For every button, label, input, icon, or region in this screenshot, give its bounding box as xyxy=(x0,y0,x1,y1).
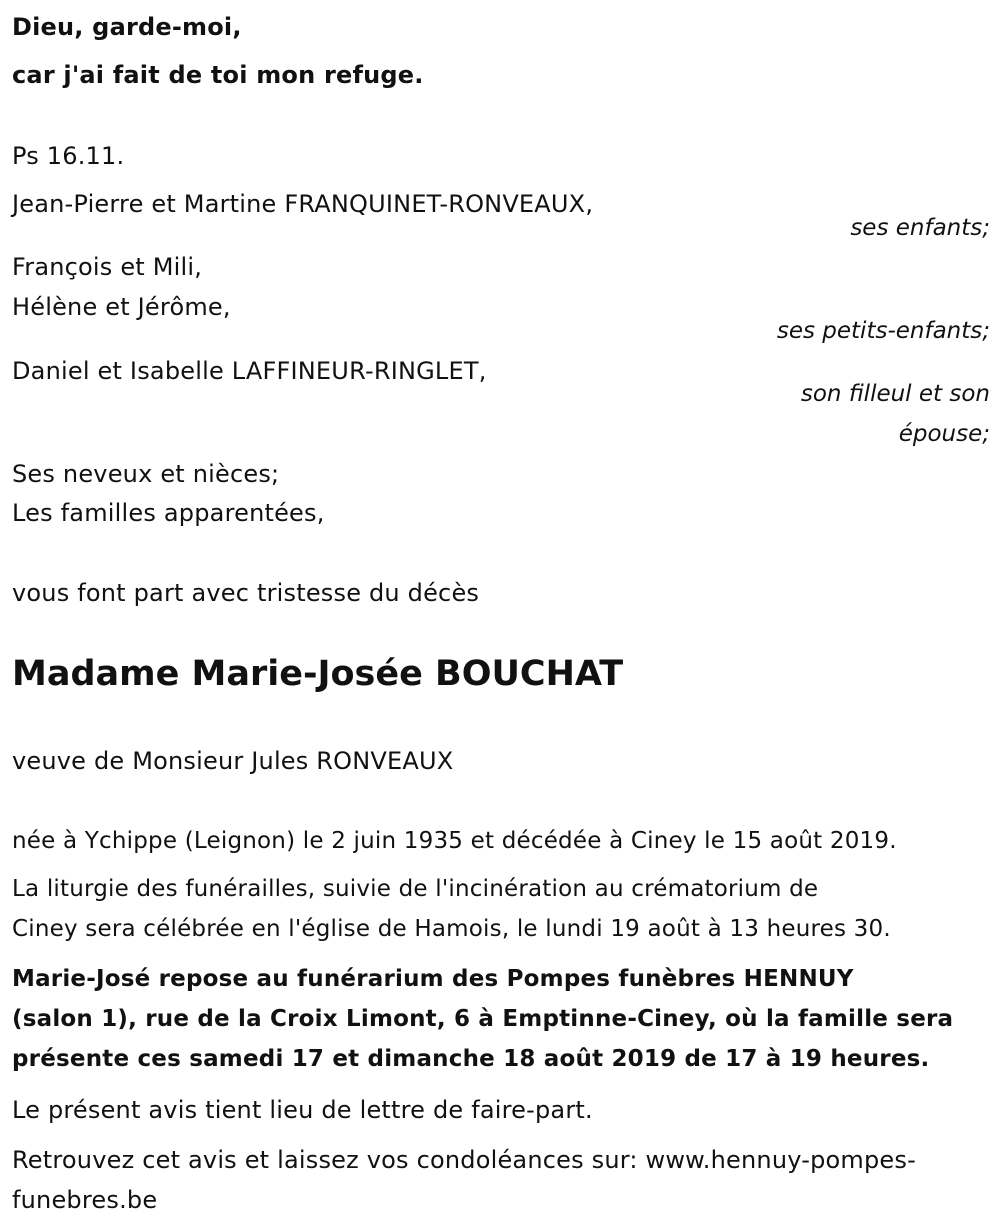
liturgy-line-1: La liturgie des funérailles, suivie de l'incinération au crématorium de xyxy=(12,876,819,902)
godson-role-line-1: son filleul et son xyxy=(800,381,990,407)
announcement-intro: vous font part avec tristesse du décès xyxy=(12,579,480,607)
children-role: ses enfants; xyxy=(850,215,990,241)
condolences-line-1: Retrouvez cet avis et laissez vos condoléances sur: www.hennuy-pompes- xyxy=(12,1146,916,1174)
liturgy-line-2: Ciney sera célébrée en l'église de Hamois, le lundi 19 août à 13 heures 30. xyxy=(12,916,891,942)
notice-statement: Le présent avis tient lieu de lettre de faire-part. xyxy=(12,1096,593,1124)
godson-role-line-2: épouse; xyxy=(898,421,990,447)
condolences-line-2: funebres.be xyxy=(12,1186,158,1214)
verse-line-1: Dieu, garde-moi, xyxy=(12,13,242,41)
grandchildren-role: ses petits-enfants; xyxy=(776,318,990,344)
verse-line-2: car j'ai fait de toi mon refuge. xyxy=(12,61,424,89)
repose-line-2: (salon 1), rue de la Croix Limont, 6 à Emptinne-Ciney, où la famille sera xyxy=(12,1006,954,1032)
widow-of: veuve de Monsieur Jules RONVEAUX xyxy=(12,747,454,775)
obituary-notice xyxy=(12,0,990,1230)
repose-line-3: présente ces samedi 17 et dimanche 18 août 2019 de 17 à 19 heures. xyxy=(12,1046,930,1072)
deceased-name: Madame Marie-Josée BOUCHAT xyxy=(12,654,624,694)
godson-names: Daniel et Isabelle LAFFINEUR-RINGLET, xyxy=(12,357,487,385)
repose-line-1: Marie-José repose au funérarium des Pompes funèbres HENNUY xyxy=(12,966,854,992)
grandchild-1: François et Mili, xyxy=(12,253,203,281)
verse-reference: Ps 16.11. xyxy=(12,142,125,170)
grandchild-2: Hélène et Jérôme, xyxy=(12,293,231,321)
nephews-nieces: Ses neveux et nièces; xyxy=(12,460,280,488)
children-names: Jean-Pierre et Martine FRANQUINET-RONVEAUX, xyxy=(12,190,594,218)
related-families: Les familles apparentées, xyxy=(12,499,325,527)
birth-death-info: née à Ychippe (Leignon) le 2 juin 1935 et décédée à Ciney le 15 août 2019. xyxy=(12,828,897,854)
